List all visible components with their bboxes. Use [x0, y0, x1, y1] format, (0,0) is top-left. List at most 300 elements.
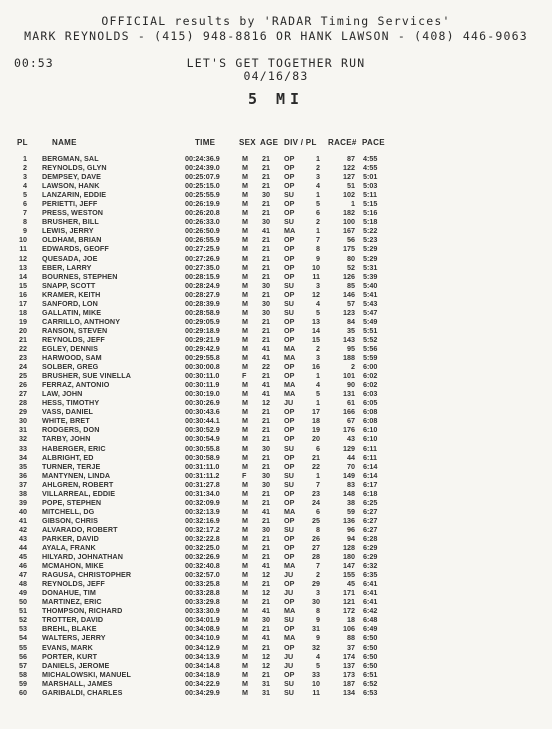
table-row [0, 299, 552, 308]
cell-division-place: 6 [316, 443, 320, 453]
cell-division: OP [284, 543, 295, 553]
cell-finish-time: 00:27:35.0 [185, 262, 220, 272]
cell-division-place: 9 [316, 633, 320, 643]
cell-runner-name: WALTERS, JERRY [42, 633, 106, 643]
cell-finish-time: 00:31:27.8 [185, 479, 220, 489]
cell-sex: M [242, 262, 248, 272]
cell-race-number: 95 [347, 343, 355, 353]
cell-sex: M [242, 633, 248, 643]
cell-place: 55 [19, 642, 27, 652]
cell-sex: F [242, 371, 247, 381]
table-row [0, 561, 552, 570]
cell-pace: 6:25 [363, 497, 378, 507]
cell-runner-name: GIBSON, CHRIS [42, 515, 99, 525]
cell-age: 21 [262, 543, 270, 553]
cell-finish-time: 00:26:33.0 [185, 217, 220, 227]
cell-division-place: 12 [312, 289, 320, 299]
cell-place: 5 [23, 190, 27, 200]
cell-pace: 6:05 [363, 398, 378, 408]
cell-division: MA [284, 380, 296, 390]
cell-place: 43 [19, 533, 27, 543]
cell-division: OP [284, 163, 295, 173]
cell-race-number: 90 [347, 380, 355, 390]
cell-race-number: 129 [343, 443, 355, 453]
cell-pace: 5:47 [363, 307, 378, 317]
table-row [0, 308, 552, 317]
cell-race-number: 102 [343, 190, 355, 200]
cell-division-place: 2 [316, 343, 320, 353]
cell-race-number: 146 [343, 289, 355, 299]
cell-place: 53 [19, 624, 27, 634]
cell-division: MA [284, 561, 296, 571]
cell-division-place: 18 [312, 416, 320, 426]
cell-division: MA [284, 226, 296, 236]
cell-sex: M [242, 461, 248, 471]
cell-age: 21 [262, 325, 270, 335]
cell-division-place: 1 [316, 470, 320, 480]
cell-finish-time: 00:30:43.6 [185, 407, 220, 417]
cell-race-number: 88 [347, 633, 355, 643]
cell-finish-time: 00:29:18.9 [185, 325, 220, 335]
cell-division-place: 3 [316, 280, 320, 290]
cell-race-number: 44 [347, 452, 355, 462]
table-row [0, 489, 552, 498]
cell-division-place: 5 [316, 389, 320, 399]
table-row [0, 534, 552, 543]
cell-pace: 6:50 [363, 642, 378, 652]
cell-division: MA [284, 353, 296, 363]
cell-sex: M [242, 353, 248, 363]
cell-age: 41 [262, 389, 270, 399]
table-row [0, 588, 552, 597]
cell-pace: 6:03 [363, 389, 378, 399]
cell-place: 1 [23, 154, 27, 163]
cell-race-number: 131 [343, 389, 355, 399]
cell-age: 12 [262, 660, 270, 670]
cell-sex: M [242, 552, 248, 562]
cell-runner-name: AYALA, FRANK [42, 543, 96, 553]
cell-place: 58 [19, 669, 27, 679]
cell-finish-time: 00:32:16.9 [185, 515, 220, 525]
cell-runner-name: SOLBER, GREG [42, 362, 99, 372]
cell-division: OP [284, 181, 295, 191]
cell-sex: M [242, 624, 248, 634]
cell-place: 39 [19, 497, 27, 507]
cell-division: OP [284, 425, 295, 435]
col-header-sex: SEX [239, 138, 256, 147]
cell-division: JU [284, 651, 294, 661]
cell-race-number: 171 [343, 588, 355, 598]
table-row [0, 272, 552, 281]
cell-sex: M [242, 298, 248, 308]
cell-runner-name: RANSON, STEVEN [42, 325, 108, 335]
race-title: LET'S GET TOGETHER RUN [186, 56, 366, 70]
cell-place: 26 [19, 380, 27, 390]
cell-finish-time: 00:31:11.0 [185, 461, 220, 471]
cell-division: SU [284, 479, 294, 489]
cell-runner-name: LAWSON, HANK [42, 181, 100, 191]
cell-place: 44 [19, 543, 27, 553]
cell-race-number: 87 [347, 154, 355, 163]
cell-place: 59 [19, 678, 27, 688]
cell-division: OP [284, 452, 295, 462]
cell-pace: 5:29 [363, 244, 378, 254]
cell-age: 30 [262, 307, 270, 317]
cell-sex: M [242, 380, 248, 390]
cell-runner-name: QUESADA, JOE [42, 253, 98, 263]
table-row [0, 208, 552, 217]
cell-race-number: 137 [343, 660, 355, 670]
table-row [0, 317, 552, 326]
cell-division: SU [284, 280, 294, 290]
cell-place: 28 [19, 398, 27, 408]
table-row [0, 398, 552, 407]
cell-sex: M [242, 190, 248, 200]
cell-sex: M [242, 425, 248, 435]
cell-place: 11 [19, 244, 27, 254]
col-header-div-pl: DIV / PL [284, 138, 317, 147]
cell-division: JU [284, 588, 294, 598]
cell-place: 36 [19, 470, 27, 480]
cell-age: 41 [262, 633, 270, 643]
cell-division: SU [284, 687, 294, 697]
cell-pace: 6:50 [363, 651, 378, 661]
cell-finish-time: 00:26:50.9 [185, 226, 220, 236]
cell-sex: M [242, 497, 248, 507]
cell-runner-name: ALBRIGHT, ED [42, 452, 94, 462]
cell-sex: M [242, 389, 248, 399]
cell-runner-name: MARSHALL, JAMES [42, 678, 113, 688]
cell-runner-name: AHLGREN, ROBERT [42, 479, 114, 489]
cell-race-number: 172 [343, 606, 355, 616]
cell-age: 30 [262, 443, 270, 453]
cell-runner-name: REYNOLDS, JEFF [42, 334, 105, 344]
cell-division: OP [284, 362, 295, 372]
cell-race-number: 147 [343, 561, 355, 571]
cell-runner-name: REYNOLDS, GLYN [42, 163, 107, 173]
cell-age: 21 [262, 515, 270, 525]
cell-finish-time: 00:32:26.9 [185, 552, 220, 562]
cell-finish-time: 00:34:14.8 [185, 660, 220, 670]
cell-race-number: 155 [343, 570, 355, 580]
cell-runner-name: RODGERS, DON [42, 425, 100, 435]
cell-division: OP [284, 244, 295, 254]
cell-age: 30 [262, 217, 270, 227]
table-row [0, 498, 552, 507]
cell-finish-time: 00:24:36.9 [185, 154, 220, 163]
cell-division: OP [284, 669, 295, 679]
cell-age: 21 [262, 235, 270, 245]
cell-age: 21 [262, 669, 270, 679]
cell-pace: 6:27 [363, 515, 378, 525]
cell-division: OP [284, 624, 295, 634]
cell-place: 22 [19, 343, 27, 353]
table-row [0, 190, 552, 199]
cell-finish-time: 00:34:29.9 [185, 687, 220, 697]
cell-runner-name: TARBY, JOHN [42, 434, 91, 444]
cell-runner-name: LAW, JOHN [42, 389, 83, 399]
cell-finish-time: 00:32:25.0 [185, 543, 220, 553]
cell-place: 35 [19, 461, 27, 471]
cell-race-number: 59 [347, 506, 355, 516]
col-header-age: AGE [260, 138, 279, 147]
cell-division-place: 22 [312, 461, 320, 471]
cell-finish-time: 00:30:00.8 [185, 362, 220, 372]
cell-pace: 5:56 [363, 343, 378, 353]
col-header-pl: PL [17, 138, 28, 147]
cell-sex: M [242, 362, 248, 372]
cell-race-number: 56 [347, 235, 355, 245]
cell-sex: M [242, 443, 248, 453]
cell-age: 30 [262, 470, 270, 480]
cell-place: 16 [19, 289, 27, 299]
cell-finish-time: 00:33:28.8 [185, 588, 220, 598]
cell-age: 21 [262, 552, 270, 562]
cell-division-place: 1 [316, 190, 320, 200]
cell-race-number: 143 [343, 334, 355, 344]
cell-pace: 6:17 [363, 479, 378, 489]
cell-division-place: 5 [316, 307, 320, 317]
cell-age: 21 [262, 244, 270, 254]
cell-finish-time: 00:34:18.9 [185, 669, 220, 679]
cell-pace: 5:16 [363, 208, 378, 218]
cell-division-place: 13 [312, 316, 320, 326]
cell-finish-time: 00:28:15.9 [185, 271, 220, 281]
cell-runner-name: DONAHUE, TIM [42, 588, 96, 598]
cell-place: 29 [19, 407, 27, 417]
cell-finish-time: 00:34:22.9 [185, 678, 220, 688]
cell-race-number: 37 [347, 642, 355, 652]
cell-division: OP [284, 334, 295, 344]
cell-runner-name: GARIBALDI, CHARLES [42, 687, 123, 697]
cell-race-number: 167 [343, 226, 355, 236]
cell-division: OP [284, 434, 295, 444]
cell-age: 31 [262, 687, 270, 697]
cell-finish-time: 00:28:58.9 [185, 307, 220, 317]
table-row [0, 579, 552, 588]
cell-place: 19 [19, 316, 27, 326]
cell-division-place: 26 [312, 533, 320, 543]
cell-pace: 5:01 [363, 172, 378, 182]
cell-sex: M [242, 570, 248, 580]
cell-runner-name: MITCHELL, DG [42, 506, 95, 516]
cell-pace: 5:15 [363, 199, 378, 209]
cell-place: 17 [19, 298, 27, 308]
cell-finish-time: 00:32:22.8 [185, 533, 220, 543]
cell-division-place: 3 [316, 172, 320, 182]
cell-finish-time: 00:29:55.8 [185, 353, 220, 363]
cell-division-place: 7 [316, 479, 320, 489]
cell-race-number: 175 [343, 244, 355, 254]
cell-place: 31 [19, 425, 27, 435]
cell-sex: M [242, 515, 248, 525]
cell-race-number: 121 [343, 597, 355, 607]
table-row [0, 344, 552, 353]
cell-finish-time: 00:34:08.9 [185, 624, 220, 634]
cell-place: 41 [19, 515, 27, 525]
cell-place: 13 [19, 262, 27, 272]
col-header-pace: PACE [362, 138, 385, 147]
cell-pace: 5:11 [363, 190, 377, 200]
cell-pace: 6:32 [363, 561, 378, 571]
cell-race-number: 136 [343, 515, 355, 525]
cell-pace: 6:08 [363, 416, 378, 426]
cell-sex: M [242, 606, 248, 616]
cell-pace: 6:11 [363, 443, 377, 453]
cell-division: OP [284, 235, 295, 245]
cell-race-number: 128 [343, 543, 355, 553]
table-row [0, 516, 552, 525]
cell-division: OP [284, 289, 295, 299]
cell-sex: M [242, 244, 248, 254]
cell-division-place: 4 [316, 181, 320, 191]
cell-race-number: 182 [343, 208, 355, 218]
cell-finish-time: 00:33:29.8 [185, 597, 220, 607]
cell-runner-name: SNAPP, SCOTT [42, 280, 96, 290]
cell-pace: 6:50 [363, 660, 378, 670]
cell-division-place: 6 [316, 506, 320, 516]
cell-pace: 6:29 [363, 552, 378, 562]
cell-age: 30 [262, 298, 270, 308]
cell-age: 41 [262, 506, 270, 516]
cell-runner-name: BERGMAN, SAL [42, 154, 99, 163]
cell-pace: 6:50 [363, 633, 378, 643]
cell-pace: 6:41 [363, 597, 378, 607]
cell-runner-name: POPE, STEPHEN [42, 497, 102, 507]
cell-age: 21 [262, 289, 270, 299]
cell-finish-time: 00:30:55.8 [185, 443, 220, 453]
cell-finish-time: 00:32:57.0 [185, 570, 220, 580]
cell-division-place: 1 [316, 398, 320, 408]
cell-race-number: 106 [343, 624, 355, 634]
cell-division-place: 5 [316, 199, 320, 209]
table-row [0, 244, 552, 253]
cell-pace: 5:40 [363, 280, 378, 290]
cell-pace: 5:51 [363, 325, 378, 335]
cell-place: 20 [19, 325, 27, 335]
cell-pace: 6:41 [363, 579, 378, 589]
cell-pace: 5:43 [363, 298, 378, 308]
cell-sex: M [242, 280, 248, 290]
cell-pace: 5:41 [363, 289, 378, 299]
cell-division-place: 10 [312, 678, 320, 688]
cell-runner-name: BOURNES, STEPHEN [42, 271, 118, 281]
cell-race-number: 180 [343, 552, 355, 562]
table-row [0, 480, 552, 489]
cell-sex: M [242, 343, 248, 353]
cell-age: 21 [262, 316, 270, 326]
cell-pace: 6:42 [363, 606, 378, 616]
table-row [0, 425, 552, 434]
table-row [0, 525, 552, 534]
cell-sex: M [242, 398, 248, 408]
cell-pace: 6:53 [363, 687, 378, 697]
cell-age: 21 [262, 425, 270, 435]
cell-runner-name: VILLARREAL, EDDIE [42, 488, 116, 498]
cell-pace: 5:31 [363, 262, 378, 272]
cell-race-number: 176 [343, 425, 355, 435]
cell-pace: 5:23 [363, 235, 378, 245]
cell-place: 23 [19, 353, 27, 363]
cell-runner-name: LANZARIN, EDDIE [42, 190, 107, 200]
cell-sex: M [242, 669, 248, 679]
cell-sex: M [242, 154, 248, 163]
cell-race-number: 61 [347, 398, 355, 408]
cell-race-number: 38 [347, 497, 355, 507]
cell-division: OP [284, 642, 295, 652]
cell-runner-name: HARWOOD, SAM [42, 353, 102, 363]
cell-sex: M [242, 642, 248, 652]
cell-age: 41 [262, 343, 270, 353]
cell-division-place: 1 [316, 226, 320, 236]
cell-division: OP [284, 533, 295, 543]
cell-runner-name: HABERGER, ERIC [42, 443, 106, 453]
cell-division: OP [284, 371, 295, 381]
cell-division: SU [284, 217, 294, 227]
cell-race-number: 84 [347, 316, 355, 326]
cell-runner-name: DEMPSEY, DAVE [42, 172, 102, 182]
cell-finish-time: 00:27:25.9 [185, 244, 220, 254]
cell-race-number: 83 [347, 479, 355, 489]
cell-division-place: 4 [316, 298, 320, 308]
cell-race-number: 51 [347, 181, 355, 191]
cell-age: 12 [262, 588, 270, 598]
cell-age: 21 [262, 461, 270, 471]
table-row [0, 199, 552, 208]
cell-division-place: 19 [312, 425, 320, 435]
cell-runner-name: DANIELS, JEROME [42, 660, 110, 670]
cell-finish-time: 00:30:11.0 [185, 371, 220, 381]
cell-age: 21 [262, 533, 270, 543]
results-table [0, 154, 552, 697]
cell-place: 14 [19, 271, 27, 281]
cell-place: 37 [19, 479, 27, 489]
cell-pace: 6:29 [363, 543, 378, 553]
cell-race-number: 43 [347, 434, 355, 444]
cell-race-number: 187 [343, 678, 355, 688]
cell-finish-time: 00:26:55.9 [185, 235, 220, 245]
cell-runner-name: EGLEY, DENNIS [42, 343, 99, 353]
cell-division: OP [284, 515, 295, 525]
cell-age: 12 [262, 570, 270, 580]
table-row [0, 679, 552, 688]
cell-finish-time: 00:28:24.9 [185, 280, 220, 290]
cell-age: 41 [262, 353, 270, 363]
cell-sex: M [242, 334, 248, 344]
cell-place: 21 [19, 334, 27, 344]
cell-race-number: 166 [343, 407, 355, 417]
cell-age: 21 [262, 371, 270, 381]
cell-pace: 6:00 [363, 362, 378, 372]
cell-division: SU [284, 678, 294, 688]
table-row [0, 335, 552, 344]
cell-sex: M [242, 533, 248, 543]
cell-division: OP [284, 172, 295, 182]
cell-pace: 6:51 [363, 669, 378, 679]
cell-sex: M [242, 660, 248, 670]
cell-age: 30 [262, 615, 270, 625]
cell-finish-time: 00:30:54.9 [185, 434, 220, 444]
cell-division: OP [284, 271, 295, 281]
cell-runner-name: BRUSHER, SUE VINELLA [42, 371, 132, 381]
cell-division: OP [284, 208, 295, 218]
cell-sex: M [242, 316, 248, 326]
table-row [0, 624, 552, 633]
cell-race-number: 85 [347, 280, 355, 290]
cell-division-place: 11 [312, 687, 320, 697]
table-row [0, 281, 552, 290]
cell-sex: M [242, 597, 248, 607]
